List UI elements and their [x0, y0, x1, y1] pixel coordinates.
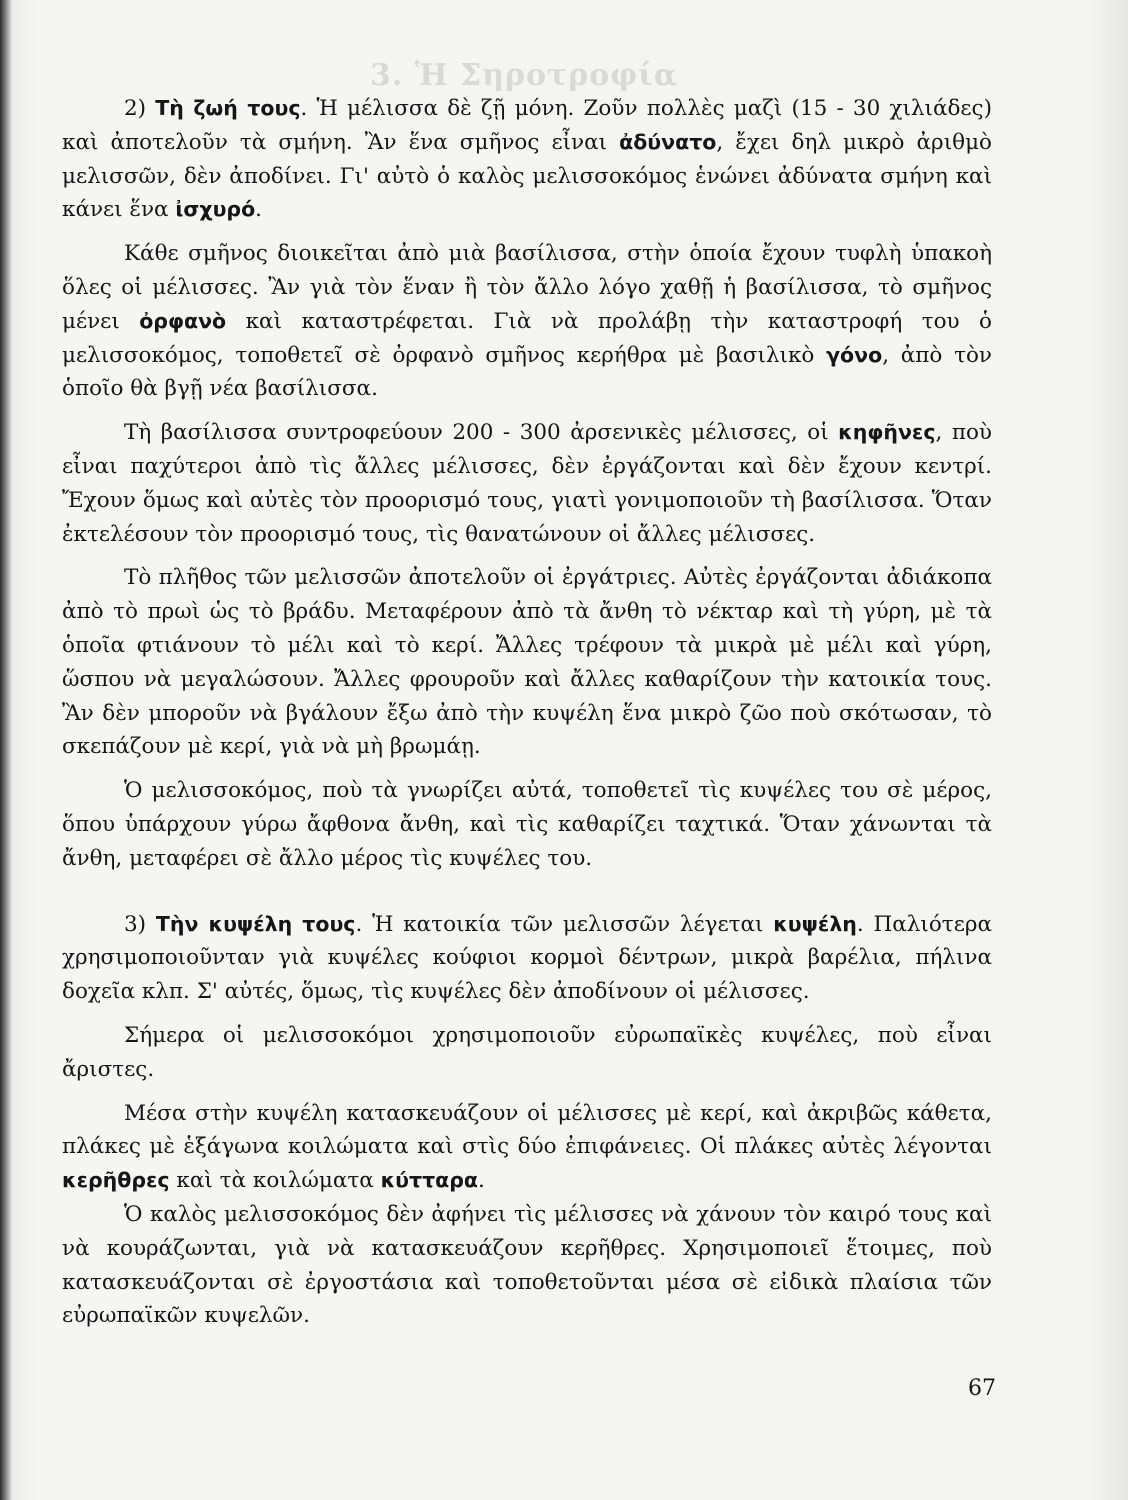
section3-heading: Τὴν κυψέλη τους [155, 911, 356, 936]
bleed-through-title: 3. Ἡ Σηροτροφία [370, 58, 678, 93]
paragraph-ready-combs: Ὁ καλὸς μελισσοκόμος δὲν ἀφήνει τὶς μέλισσες νὰ χάνουν τὸν καιρό τους καὶ νὰ κουράζωνται, γιὰ νὰ κατασκευάζουν κερῆθρες. Χρησιμοποιεῖ ἕτοιμες, ποὺ κατασκευάζονται σὲ ἐργοστάσια καὶ τοποθετοῦνται μέσα σὲ εἰδικὰ πλαίσια τῶν εὐρωπαϊκῶν κυψελῶν. [62, 1201, 992, 1329]
keyword-ischyro: ἰσχυρό [175, 197, 256, 222]
page-number: 67 [968, 1376, 996, 1401]
page-binding-edge [0, 0, 12, 1500]
paragraph-honeycombs: Μέσα στὴν κυψέλη κατασκευάζουν οἱ μέλισσες μὲ κερί, καὶ ἀκριβῶς κάθετα, πλάκες μὲ ἑξάγωνα κοιλώματα καὶ στὶς δύο ἐπιφάνειες. Οἱ πλάκες αὐτὲς λέγονται κερῆθρες καὶ τὰ κοιλώματα κύτταρα. [62, 1100, 992, 1194]
section2-number: 2) [124, 96, 147, 121]
paragraph-drones: Τὴ βασίλισσα συντροφεύουν 200 - 300 ἀρσενικὲς μέλισσες, οἱ κηφῆνες, ποὺ εἶναι παχύτεροι ἀπὸ τὶς ἄλλες μέλισσες, δὲν ἐργάζονται καὶ δὲν ἔχουν κεντρί. Ἔχουν ὅμως καὶ αὐτὲς τὸν προορισμό τους, γιατὶ γονιμοποιοῦν τὴ βασίλισσα. Ὅταν ἐκτελέσουν τὸν προορισμό τους, τὶς θανατώνουν οἱ ἄλλες μέλισσες. [62, 420, 992, 547]
paragraph-section3-intro: 3) Τὴν κυψέλη τους. Ἡ κατοικία τῶν μελισσῶν λέγεται κυψέλη. Παλιότερα χρησιμοποιοῦνταν γιὰ κυψέλες κούφιοι κορμοὶ δέντρων, μικρὰ βαρέλια, πήλινα δοχεῖα κλπ. Σ' αὐτές, ὅμως, τὶς κυψέλες δὲν ἀποδίνουν οἱ μέλισσες. [62, 911, 992, 1005]
paragraph-workers: Τὸ πλῆθος τῶν μελισσῶν ἀποτελοῦν οἱ ἐργάτριες. Αὐτὲς ἐργάζονται ἀδιάκοπα ἀπὸ τὸ πρωὶ ὡς τὸ βράδυ. Μεταφέρουν ἀπὸ τὰ ἄνθη τὸ νέκταρ καὶ τὴ γύρη, μὲ τὰ ὁποῖα φτιάνουν τὸ μέλι καὶ τὸ κερί. Ἄλλες τρέφουν τὰ μικρὰ μὲ μέλι καὶ γύρη, ὥσπου νὰ μεγαλώσουν. Ἄλλες φρουροῦν καὶ ἄλλες καθαρίζουν τὴν κατοικία τους. Ἂν δὲν μποροῦν νὰ βγάλουν ἔξω ἀπὸ τὴν κυψέλη ἕνα μικρὸ ζῶο ποὺ σκότωσαν, τὸ σκεπάζουν μὲ κερί, γιὰ νὰ μὴ βρωμάῃ. [62, 565, 992, 760]
keyword-kypseli: κυψέλη [773, 911, 857, 936]
keyword-kerithres: κερῆθρες [62, 1168, 170, 1193]
paragraph-queen: Κάθε σμῆνος διοικεῖται ἀπὸ μιὰ βασίλισσα, στὴν ὁποία ἔχουν τυφλὴ ὑπακοὴ ὅλες οἱ μέλισσες. Ἂν γιὰ τὸν ἕναν ἢ τὸν ἄλλο λόγο χαθῇ ἡ βασίλισσα, τὸ σμῆνος μένει ὀρφανὸ καὶ καταστρέφεται. Γιὰ νὰ προλάβῃ τὴν καταστροφή του ὁ μελισσοκόμος, τοποθετεῖ σὲ ὀρφανὸ σμῆνος κερήθρα μὲ βασιλικὸ γόνο, ἀπὸ τὸν ὁποῖο θὰ βγῇ νέα βασίλισσα. [62, 241, 993, 402]
body-text [62, 92, 992, 1333]
keyword-kyttara: κύτταρα [380, 1168, 479, 1193]
paragraph-modern-hives: Σήμερα οἱ μελισσοκόμοι χρησιμοποιοῦν εὐρωπαϊκὲς κυψέλες, ποὺ εἶναι ἄριστες. [62, 1022, 992, 1082]
paragraph-beekeeper: Ὁ μελισσοκόμος, ποὺ τὰ γνωρίζει αὐτά, τοποθετεῖ τὶς κυψέλες του σὲ μέρος, ὅπου ὑπάρχουν γύρω ἄφθονα ἄνθη, καὶ τὶς καθαρίζει ταχτικά. Ὅταν χάνωνται τὰ ἄνθη, μεταφέρει σὲ ἄλλο μέρος τὶς κυψέλες του. [62, 778, 992, 871]
keyword-adynato: ἀδύνατο [619, 129, 717, 154]
keyword-gono: γόνο [826, 342, 883, 367]
keyword-orfano: ὀρφανὸ [139, 308, 227, 333]
paragraph-section2-intro: 2) Τὴ ζωή τους. Ἡ μέλισσα δὲ ζῇ μόνη. Ζοῦν πολλὲς μαζὶ (15 - 30 χιλιάδες) καὶ ἀποτελοῦν τὰ σμήνη. Ἂν ἕνα σμῆνος εἶναι ἀδύνατο, ἔχει δηλ μικρὸ ἀριθμὸ μελισσῶν, δὲν ἀποδίνει. Γι' αὐτὸ ὁ καλὸς μελισσοκόμος ἑνώνει ἀδύνατα σμήνη καὶ κάνει ἕνα ἰσχυρό. [62, 96, 992, 223]
keyword-kifines: κηφῆνες [838, 420, 936, 445]
section2-heading: Τὴ ζωή τους [155, 96, 301, 120]
section3-number: 3) [124, 911, 147, 937]
